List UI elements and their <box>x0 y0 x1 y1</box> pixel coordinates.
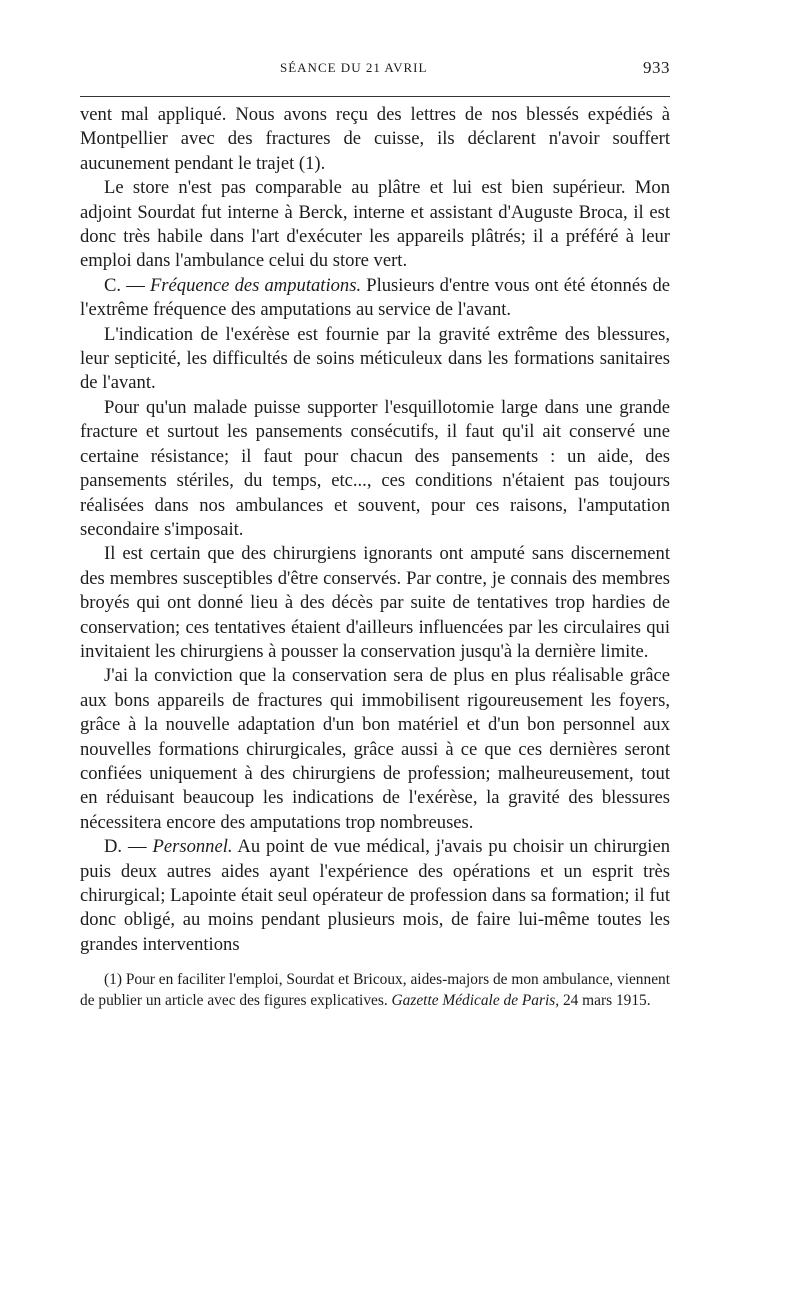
paragraph: L'indication de l'exérèse est fournie par la gravité extrême des blessures, leur septicité, les difficultés de soins méticuleux dans les formations sanitaires de l'avant. <box>80 323 670 394</box>
body-text <box>80 103 670 957</box>
page-number: 933 <box>643 58 670 77</box>
paragraph: vent mal appliqué. Nous avons reçu des lettres de nos blessés expédiés à Montpellier avec des fractures de cuisse, ils déclarent n'avoir souffert aucunement pendant le trajet (1). <box>80 104 670 174</box>
paragraph: J'ai la conviction que la conservation sera de plus en plus réalisable grâce aux bons appareils de fractures qui immobilisent rigoureusement les foyers, grâce à la nouvelle adaptation d'un bon matériel et d'un bon personnel aux nouvelles formations chirurgicales, grâce aussi à ce que ces dernières seront confiées uniquement à des chirurgiens de profession; malheureusement, tout en réduisant beaucoup les indications de l'exérèse, la gravité des blessures nécessitera encore des amputations trop nombreuses. <box>80 665 670 833</box>
paragraph-section-c: C. — Fréquence des amputations. Plusieurs d'entre vous ont été étonnés de l'extrême fréquence des amputations au service de l'avant. <box>80 274 671 321</box>
footnote: (1) Pour en faciliter l'emploi, Sourdat et Bricoux, aides-majors de mon ambulance, viennent de publier un article avec des figures explicatives. Gazette Médicale de Paris, 24 mars 1915. <box>80 971 670 1010</box>
section-title: Personnel. <box>152 836 233 858</box>
footnotes <box>80 969 670 1011</box>
running-head-title: SÉANCE DU 21 AVRIL <box>280 60 428 75</box>
paragraph: Pour qu'un malade puisse supporter l'esquillotomie large dans une grande fracture et surtout les pansements consécutifs, il faut qu'il ait conservé une certaine résistance; il faut pour chacun des pansements : un aide, des pansements stériles, du temps, etc..., ces conditions n'étaient pas toujours réalisées dans nos ambulances et souvent, pour ces raisons, l'amputation secondaire s'imposait. <box>80 396 670 540</box>
paragraph: Le store n'est pas comparable au plâtre et lui est bien supérieur. Mon adjoint Sourdat fut interne à Berck, interne et assistant d'Auguste Broca, il est donc très habile dans l'art d'exécuter les appareils plâtrés; il a préféré à leur emploi dans l'ambulance celui du store vert. <box>80 177 670 272</box>
book-page <box>80 58 670 1011</box>
paragraph-section-d: D. — Personnel. Au point de vue médical, j'avais pu choisir un chirurgien puis deux autres aides ayant l'expérience des opérations et un esprit très chirurgical; Lapointe était seul opérateur de profession dans sa formation; il fut donc obligé, au moins pendant plusieurs mois, de faire lui-même toutes les grandes interventions <box>80 836 670 955</box>
header-rule <box>80 96 670 97</box>
section-title: Fréquence des amputations. <box>149 274 362 296</box>
journal-title: Gazette Médicale de Paris, <box>391 992 560 1010</box>
running-head <box>80 58 670 86</box>
paragraph: Il est certain que des chirurgiens ignorants ont amputé sans discernement des membres susceptibles d'être conservés. Par contre, je connais des membres broyés qui ont donné lieu à des décès par suite de tentatives trop hardies de conservation; ces tentatives étaient d'ailleurs influencées par les circulaires qui invitaient les chirurgiens à pousser la conservation jusqu'à la dernière limite. <box>80 543 670 662</box>
